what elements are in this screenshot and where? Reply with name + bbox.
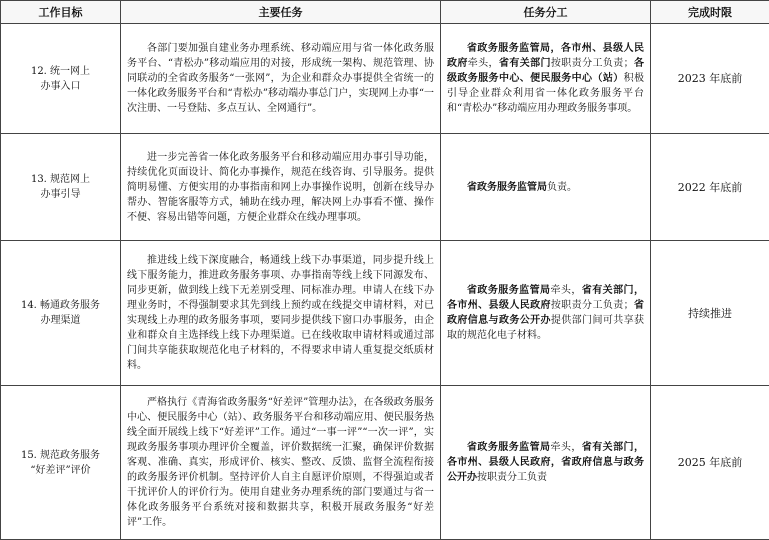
goal-line: 办事引导 [7,187,114,202]
goal-line: 办事入口 [7,79,114,94]
goal-line: 15. 规范政务服务 [7,448,114,463]
task-cell: 严格执行《青海省政务服务“好差评”管理办法》，在各级政务服务中心、便民服务中心（站）、政务服务平台和移动端应用、便民服务热线全面开展线上线下“好差评”工作。通过“一事一评”“一次一评”，实现政务服务事项办理评价全覆盖，评价数据统一汇聚，确保评价数据客观、准确、真实，形成评价、核实、整改、反馈、监督全流程衔接的政务服务评价机制。坚持评价人自主自愿评价原则，不得强迫或者干扰评价人的评价行为。使用自建业务办理系统的部门要通过与省一体化政务服务平台系统对接和数据共享，积极开展政务服务“好差评”工作。 [121,386,441,540]
goal-cell [1,241,121,386]
goal-line: 14. 畅通政务服务 [7,298,114,313]
division-cell [441,241,651,386]
table-row [1,24,769,134]
header-division: 任务分工 [441,1,651,24]
responsible-party: 省政务服务监管局 [467,182,547,193]
deadline-cell: 2023 年底前 [651,24,769,134]
division-text: 牵头， [468,58,499,69]
table-row [1,134,769,241]
task-cell: 进一步完善省一体化政务服务平台和移动端应用办事引导功能，持续优化页面设计、简化办事操作，规范在线咨询、引导服务。提供简明易懂、方便实用的办事指南和网上办事操作说明，创新在线导办帮办、智能客服等方式，辅助在线办理，解决网上办事看不懂、操作不便、容易出错等问题，方便企业群众在线办理事项。 [121,134,441,241]
responsible-party: 省政务服务监管局 [467,442,551,453]
division-text: 提供部门间可共享获取的规范化电子材料。 [447,315,644,341]
table-row [1,241,769,386]
goal-cell [1,386,121,540]
goal-line: 办理渠道 [7,313,114,328]
header-task: 主要任务 [121,1,441,24]
division-cell [441,24,651,134]
division-cell [441,134,651,241]
division-text: 负责。 [547,182,577,193]
responsible-party: 省政务服务监管局 [467,43,551,54]
division-text: 按职责分工负责； [551,58,634,69]
deadline-cell: 2025 年底前 [651,386,769,540]
header-goal: 工作目标 [1,1,121,24]
responsible-party: 省政府信息与政务公开办 [447,300,644,326]
responsible-party: 各级政务服务中心、便民服务中心（站） [447,58,644,84]
header-deadline: 完成时限 [651,1,769,24]
goal-cell [1,134,121,241]
goal-line: “好差评”评价 [7,463,114,478]
table-row [1,386,769,540]
responsible-party: 省有关部门 [499,58,551,69]
responsible-party: ，各市州、县级人民政府 [447,43,644,69]
responsible-party: 省有关部门，各市州、县级人民政府 [447,285,644,311]
division-text: 牵头， [551,285,582,296]
division-text: 按职责分工负责 [477,472,547,483]
division-text: 牵头， [551,442,582,453]
goal-line: 13. 规范网上 [7,172,114,187]
goal-cell [1,24,121,134]
task-cell: 推进线上线下深度融合，畅通线上线下办事渠道，同步提升线上线下服务能力，推进政务服务事项、办事指南等线上线下同源发布、同步更新，做到线上线下无差别受理、同标准办理。申请人在线下办理业务时，不得强制要求其先到线上预约或在线提交申请材料，对已实现线上办理的政务服务事项，要同步提供线下窗口办事服务，由企业和群众自主选择线上线下办理渠道。已在线收取申请材料或通过部门间共享能获取规范化电子材料的，不得要求申请人重复提交纸质材料。 [121,241,441,386]
deadline-cell: 2022 年底前 [651,134,769,241]
division-text: 按职责分工负责； [551,300,634,311]
responsible-party: 省政务服务监管局 [467,285,551,296]
goal-line: 12. 统一网上 [7,64,114,79]
responsible-party: 省有关部门，各市州、县级人民政府，省政府信息与政务公开办 [447,442,644,483]
division-text: 积极引导企业群众利用省一体化政务服务平台和“青松办”移动端应用办理政务服务事项。 [447,73,644,114]
deadline-cell: 持续推进 [651,241,769,386]
table-header-row [1,1,769,24]
division-cell [441,386,651,540]
task-cell: 各部门要加强自建业务办理系统、移动端应用与省一体化政务服务平台、“青松办”移动端应用的对接，形成统一架构、规范管理、协同联动的全省政务服务“一张网”，为企业和群众办事提供全省统一的一体化政务服务平台和“青松办”移动端办事总门户，实现网上办事“一次注册、一号登陆、多点互认、全网通行”。 [121,24,441,134]
